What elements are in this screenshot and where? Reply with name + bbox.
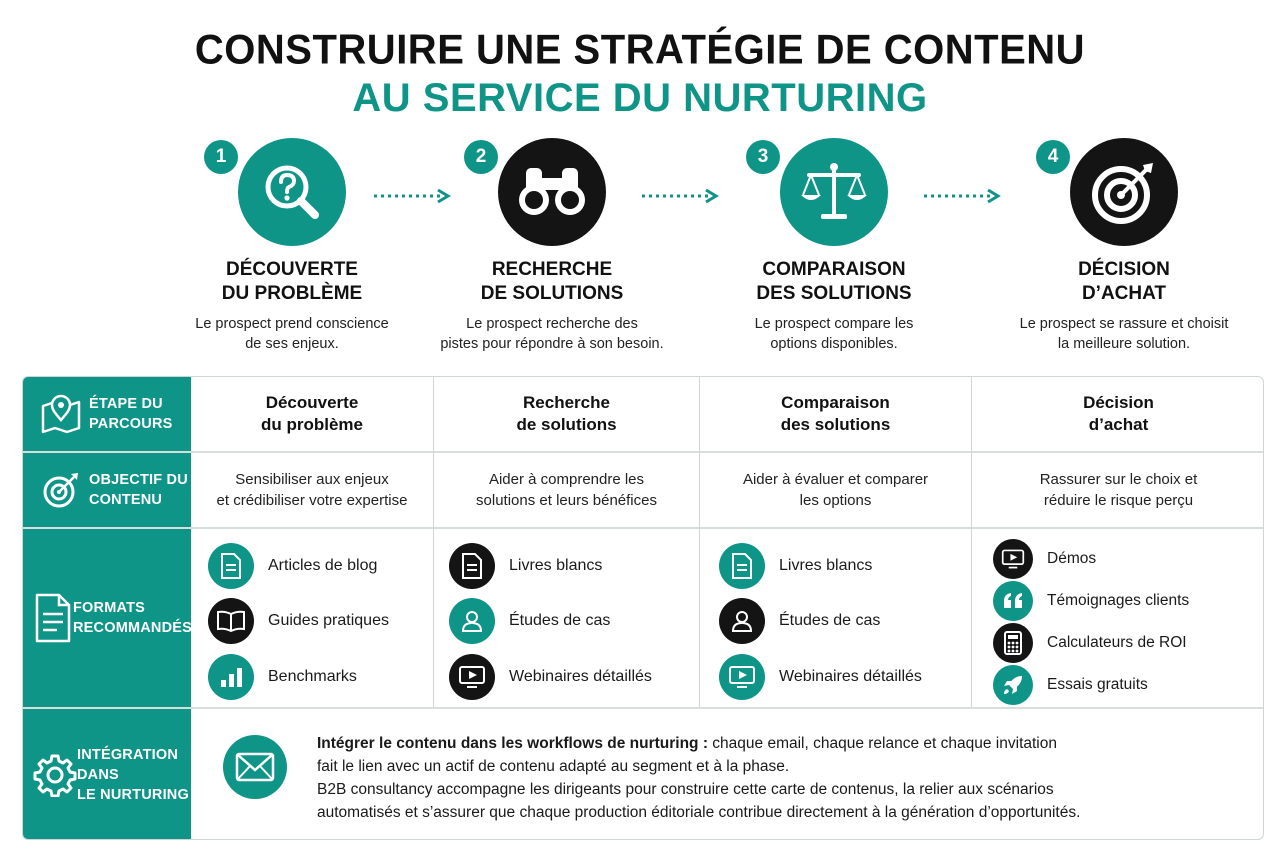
step-name: RECHERCHE DE SOLUTIONS bbox=[480, 259, 624, 304]
step-name: DÉCISION D’ACHAT bbox=[1078, 259, 1170, 304]
dotted-arrow-icon bbox=[372, 188, 452, 204]
format-item: Livres blancs bbox=[449, 543, 602, 589]
target-icon bbox=[1070, 138, 1178, 246]
objective-cell: Sensibiliser aux enjeux et crédibiliser votre expertise bbox=[216, 471, 408, 509]
target-icon bbox=[33, 470, 89, 510]
step-description: Le prospect compare les options disponibles. bbox=[754, 316, 914, 352]
document-icon bbox=[719, 543, 765, 589]
format-item: Démos bbox=[993, 539, 1096, 579]
content-strategy-table bbox=[22, 376, 1264, 840]
step-description: Le prospect se rassure et choisit la meilleure solution. bbox=[1019, 316, 1229, 352]
document-icon bbox=[449, 543, 495, 589]
format-item: Articles de blog bbox=[208, 543, 377, 589]
gear-icon bbox=[33, 753, 77, 797]
video-screen-icon bbox=[993, 539, 1033, 579]
format-item: Webinaires détaillés bbox=[449, 654, 652, 700]
map-pin-icon bbox=[33, 394, 89, 434]
document-icon bbox=[208, 543, 254, 589]
video-screen-icon bbox=[719, 654, 765, 700]
person-icon bbox=[449, 598, 495, 644]
objective-cell: Rassurer sur le choix et réduire le risque perçu bbox=[1039, 471, 1198, 509]
format-item: Webinaires détaillés bbox=[719, 654, 922, 700]
row-label: INTÉGRATION DANS LE NURTURING bbox=[77, 747, 189, 803]
dotted-arrow-icon bbox=[922, 188, 1002, 204]
bar-chart-icon bbox=[208, 654, 254, 700]
format-item: Guides pratiques bbox=[208, 598, 389, 644]
calculator-icon bbox=[993, 623, 1033, 663]
step-number: 4 bbox=[1036, 140, 1070, 174]
rocket-icon bbox=[993, 665, 1033, 705]
format-item: Calculateurs de ROI bbox=[993, 623, 1187, 663]
step-name: DÉCOUVERTE DU PROBLÈME bbox=[221, 259, 363, 304]
format-item: Témoignages clients bbox=[993, 581, 1189, 621]
step-description: Le prospect recherche des pistes pour répondre à son besoin. bbox=[440, 316, 664, 352]
quote-icon bbox=[993, 581, 1033, 621]
video-screen-icon bbox=[449, 654, 495, 700]
page-title: CONSTRUIRE UNE STRATÉGIE DE CONTENU bbox=[194, 26, 1086, 74]
binoculars-icon bbox=[498, 138, 606, 246]
row-head-integration bbox=[23, 709, 191, 840]
row-head-formats bbox=[23, 529, 191, 707]
integration-text: Intégrer le contenu dans les workflows de nurturing : chaque email, chaque relance et chaque invitation fait le lien avec un actif de contenu adapté au segment et à la phase. B2B consultancy accompagne les dirigeants pour construire cette carte de contenus, la relier aux scénarios automatisés et s’assurer que chaque production éditoriale contribue directement à la génération d’opportunités. bbox=[317, 735, 1081, 821]
step-number: 2 bbox=[464, 140, 498, 174]
column-header: Décision d’achat bbox=[1083, 393, 1154, 434]
column-header: Découverte du problème bbox=[260, 393, 363, 434]
row-label: FORMATS RECOMMANDÉS bbox=[73, 600, 193, 636]
objective-cell: Aider à évaluer et comparer les options bbox=[742, 471, 929, 509]
person-icon bbox=[719, 598, 765, 644]
column-header: Comparaison des solutions bbox=[780, 393, 891, 434]
row-head-etape bbox=[23, 377, 191, 451]
objective-cell: Aider à comprendre les solutions et leurs bénéfices bbox=[476, 471, 657, 509]
row-label: ÉTAPE DU PARCOURS bbox=[89, 396, 173, 432]
format-item: Benchmarks bbox=[208, 654, 357, 700]
row-head-objectif bbox=[23, 453, 191, 527]
format-item: Études de cas bbox=[449, 598, 610, 644]
format-item: Études de cas bbox=[719, 598, 880, 644]
book-icon bbox=[208, 598, 254, 644]
step-name: COMPARAISON DES SOLUTIONS bbox=[756, 259, 912, 304]
step-number: 1 bbox=[204, 140, 238, 174]
format-item: Livres blancs bbox=[719, 543, 872, 589]
row-label: OBJECTIF DU CONTENU bbox=[89, 472, 188, 508]
step-number: 3 bbox=[746, 140, 780, 174]
page-subtitle: AU SERVICE DU NURTURING bbox=[352, 76, 928, 120]
document-icon bbox=[33, 592, 73, 644]
dotted-arrow-icon bbox=[640, 188, 720, 204]
magnifier-question-icon bbox=[238, 138, 346, 246]
scales-icon bbox=[780, 138, 888, 246]
format-item: Essais gratuits bbox=[993, 665, 1148, 705]
column-header: Recherche de solutions bbox=[516, 393, 617, 434]
step-description: Le prospect prend conscience de ses enjeux. bbox=[195, 316, 389, 352]
envelope-icon bbox=[223, 735, 287, 799]
